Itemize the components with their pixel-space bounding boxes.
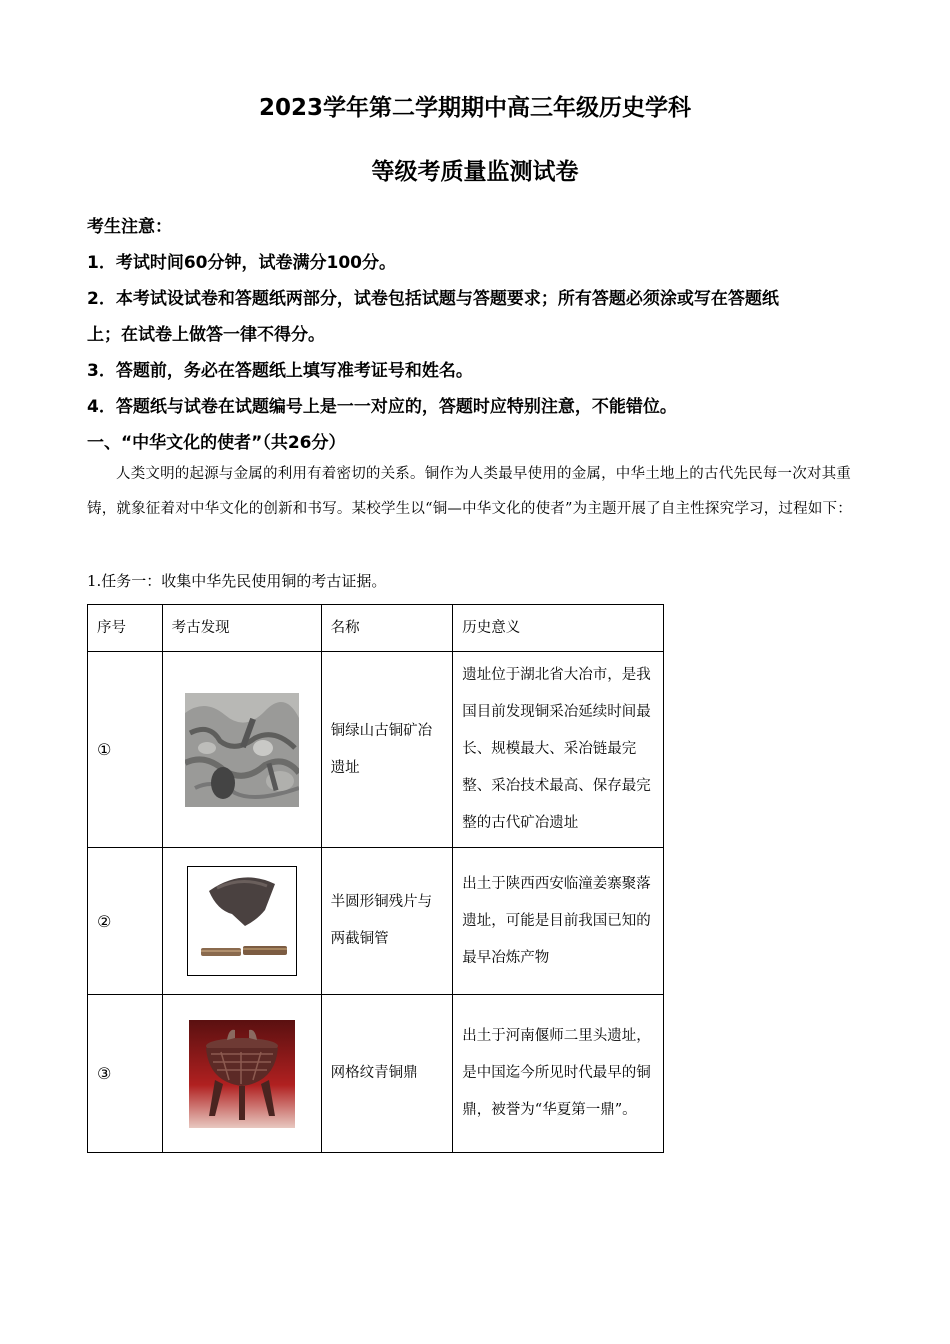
- bronze-ding-photo: [189, 1020, 295, 1128]
- row-significance: 遗址位于湖北省大冶市，是我国目前发现铜采冶延续时间最长、规模最大、采冶链最完整、采冶技术最高、保存最完整的古代矿冶遗址: [453, 652, 664, 848]
- row-name: 铜绿山古铜矿冶遗址: [321, 652, 453, 848]
- row-significance: 出土于陕西西安临潼姜寨聚落遗址，可能是目前我国已知的最早冶炼产物: [453, 848, 664, 995]
- header-discovery: 考古发现: [162, 605, 321, 652]
- notice-item-3: 3．答题前，务必在答题纸上填写准考证号和姓名。: [87, 361, 473, 381]
- section-intro: 人类文明的起源与金属的利用有着密切的关系。铜作为人类最早使用的金属，中华土地上的古代先民每一次对其重铸，就象征着对中华文化的创新和书写。某校学生以“铜—中华文化的使者”为主题开展了自主性探究学习，过程如下：: [87, 466, 852, 517]
- table-row: [88, 848, 664, 995]
- table-header-row: [88, 605, 664, 652]
- exam-title-line2: 等级考质量监测试卷: [371, 159, 579, 185]
- row-number: ③: [88, 995, 163, 1153]
- row-number: ①: [88, 652, 163, 848]
- header-no: 序号: [88, 605, 163, 652]
- header-name: 名称: [321, 605, 453, 652]
- header-significance: 历史意义: [453, 605, 664, 652]
- notice-heading: 考生注意：: [87, 217, 172, 237]
- notice-item-2: 2．本考试设试卷和答题纸两部分，试卷包括试题与答题要求；所有答题必须涂或写在答题纸: [87, 289, 779, 309]
- row-name: 半圆形铜残片与两截铜管: [321, 848, 453, 995]
- ancient-copper-mine-photo: [185, 693, 299, 807]
- semicircular-copper-fragment-photo: [187, 866, 297, 976]
- exam-title-line1: 2023学年第二学期期中高三年级历史学科: [258, 95, 691, 121]
- archaeology-table: [87, 604, 664, 1153]
- row-number: ②: [88, 848, 163, 995]
- notice-item-2-cont: 上；在试卷上做答一律不得分。: [87, 325, 325, 345]
- row-name: 网格纹青铜鼎: [321, 995, 453, 1153]
- notice-item-4: 4．答题纸与试卷在试题编号上是一一对应的，答题时应特别注意，不能错位。: [87, 397, 677, 417]
- task-1: 1.任务一：收集中华先民使用铜的考古证据。: [87, 572, 387, 590]
- row-significance: 出土于河南偃师二里头遗址，是中国迄今所见时代最早的铜鼎，被誉为“华夏第一鼎”。: [453, 995, 664, 1153]
- table-row: [88, 995, 664, 1153]
- table-row: [88, 652, 664, 848]
- section-heading: 一、“中华文化的使者”（共26分）: [87, 433, 346, 453]
- notice-item-1: 1．考试时间60分钟，试卷满分100分。: [87, 253, 396, 273]
